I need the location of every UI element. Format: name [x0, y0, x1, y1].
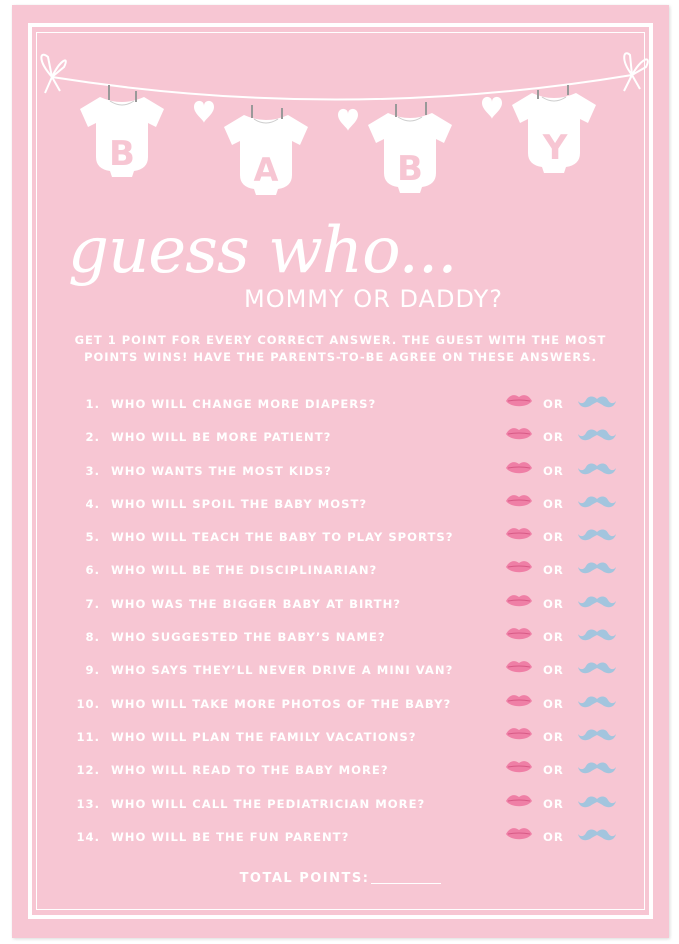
question-text: WHO WILL TEACH THE BABY TO PLAY SPORTS?	[111, 530, 454, 545]
question-text: WHO WILL CALL THE PEDIATRICIAN MORE?	[111, 796, 426, 811]
script-title: guess who...	[68, 214, 457, 288]
total-points-label: TOTAL POINTS:	[239, 871, 370, 886]
or-label: OR	[543, 397, 564, 411]
or-label: OR	[543, 696, 564, 711]
mustache-icon[interactable]	[578, 527, 616, 545]
lips-icon[interactable]	[505, 826, 533, 845]
onesie-y	[512, 85, 596, 173]
mustache-icon[interactable]	[578, 627, 616, 645]
question-number: 1.	[85, 397, 100, 411]
mustache-icon[interactable]	[578, 394, 616, 412]
lips-icon[interactable]	[505, 559, 533, 578]
question-number: 7.	[85, 596, 100, 611]
onesie-b	[80, 85, 164, 177]
or-label: OR	[543, 763, 564, 778]
or-label: OR	[543, 496, 564, 511]
question-text: WHO WILL TAKE MORE PHOTOS OF THE BABY?	[111, 696, 452, 711]
lips-icon[interactable]	[505, 393, 533, 412]
mustache-icon[interactable]	[578, 594, 616, 612]
lips-icon[interactable]	[505, 793, 533, 812]
or-label: OR	[543, 663, 564, 678]
heart-icon	[482, 97, 502, 119]
question-number: 2.	[85, 430, 100, 445]
instructions-line: GET 1 POINT FOR EVERY CORRECT ANSWER. THE GUEST WITH THE MOST	[74, 333, 607, 347]
question-text: WHO WAS THE BIGGER BABY AT BIRTH?	[111, 596, 401, 611]
question-text: WHO SAYS THEY’LL NEVER DRIVE A MINI VAN?	[111, 663, 454, 678]
question-number: 3.	[85, 463, 100, 478]
lips-icon[interactable]	[505, 426, 533, 445]
mustache-icon[interactable]	[578, 760, 616, 778]
mustache-icon[interactable]	[578, 794, 616, 812]
instructions-line: POINTS WINS! HAVE THE PARENTS-TO-BE AGREE ON THESE ANSWERS.	[84, 350, 597, 364]
or-label: OR	[543, 630, 564, 645]
question-text: WHO WILL READ TO THE BABY MORE?	[111, 763, 389, 778]
banner-letter: Y	[542, 128, 568, 168]
mustache-icon[interactable]	[578, 727, 616, 745]
question-number: 9.	[85, 663, 100, 678]
question-text: WHO SUGGESTED THE BABY’S NAME?	[111, 630, 386, 645]
question-number: 12.	[76, 763, 100, 778]
game-card	[12, 5, 669, 938]
or-label: OR	[543, 796, 564, 811]
question-row	[62, 754, 622, 787]
lips-icon[interactable]	[505, 493, 533, 512]
bunting-string	[52, 75, 632, 100]
mustache-icon[interactable]	[578, 427, 616, 445]
question-number: 14.	[76, 829, 100, 844]
onesie-a	[224, 105, 308, 195]
mustache-icon[interactable]	[578, 694, 616, 712]
question-text: WHO WILL BE THE FUN PARENT?	[111, 829, 350, 844]
question-row	[62, 488, 622, 521]
lips-icon[interactable]	[505, 693, 533, 712]
question-row	[62, 654, 622, 687]
heart-icon	[194, 101, 214, 123]
total-points	[12, 871, 669, 886]
or-label: OR	[543, 596, 564, 611]
mustache-icon[interactable]	[578, 560, 616, 578]
or-label: OR	[543, 829, 564, 844]
question-row	[62, 521, 622, 554]
mustache-icon[interactable]	[578, 461, 616, 479]
question-text: WHO WILL CHANGE MORE DIAPERS?	[111, 397, 377, 411]
mustache-icon[interactable]	[578, 494, 616, 512]
question-text: WHO WILL SPOIL THE BABY MOST?	[111, 496, 368, 511]
lips-icon[interactable]	[505, 460, 533, 479]
or-label: OR	[543, 563, 564, 578]
question-row	[62, 588, 622, 621]
or-label: OR	[543, 463, 564, 478]
banner-letter: A	[253, 151, 279, 189]
subtitle: MOMMY OR DADDY?	[244, 285, 504, 313]
total-points-blank[interactable]	[371, 883, 441, 884]
right-bow-icon	[624, 53, 648, 91]
lips-icon[interactable]	[505, 659, 533, 678]
left-bow-icon	[41, 55, 65, 93]
lips-icon[interactable]	[505, 626, 533, 645]
mustache-icon[interactable]	[578, 827, 616, 845]
question-text: WHO WILL BE MORE PATIENT?	[111, 430, 332, 445]
question-row	[62, 821, 622, 854]
question-number: 6.	[85, 563, 100, 578]
banner-letter: B	[109, 134, 135, 174]
question-row	[62, 621, 622, 654]
question-row	[62, 388, 622, 421]
question-row	[62, 455, 622, 488]
question-number: 11.	[76, 729, 100, 744]
question-number: 13.	[76, 796, 100, 811]
question-row	[62, 421, 622, 454]
or-label: OR	[543, 729, 564, 744]
question-number: 10.	[76, 696, 100, 711]
question-text: WHO WILL PLAN THE FAMILY VACATIONS?	[111, 729, 417, 744]
question-row	[62, 688, 622, 721]
or-label: OR	[543, 530, 564, 545]
lips-icon[interactable]	[505, 593, 533, 612]
question-row	[62, 554, 622, 587]
heart-icon	[338, 109, 358, 131]
onesie-bunting	[12, 5, 669, 220]
onesie-b2	[368, 102, 452, 193]
question-number: 5.	[85, 530, 100, 545]
question-row	[62, 788, 622, 821]
question-number: 4.	[85, 496, 100, 511]
question-number: 8.	[85, 630, 100, 645]
banner-letter: B	[397, 149, 423, 189]
lips-icon[interactable]	[505, 726, 533, 745]
question-text: WHO WILL BE THE DISCIPLINARIAN?	[111, 563, 378, 578]
question-list	[62, 388, 622, 854]
question-row	[62, 721, 622, 754]
lips-icon[interactable]	[505, 526, 533, 545]
lips-icon[interactable]	[505, 759, 533, 778]
or-label: OR	[543, 430, 564, 445]
mustache-icon[interactable]	[578, 660, 616, 678]
instructions	[36, 332, 645, 366]
question-text: WHO WANTS THE MOST KIDS?	[111, 463, 332, 478]
